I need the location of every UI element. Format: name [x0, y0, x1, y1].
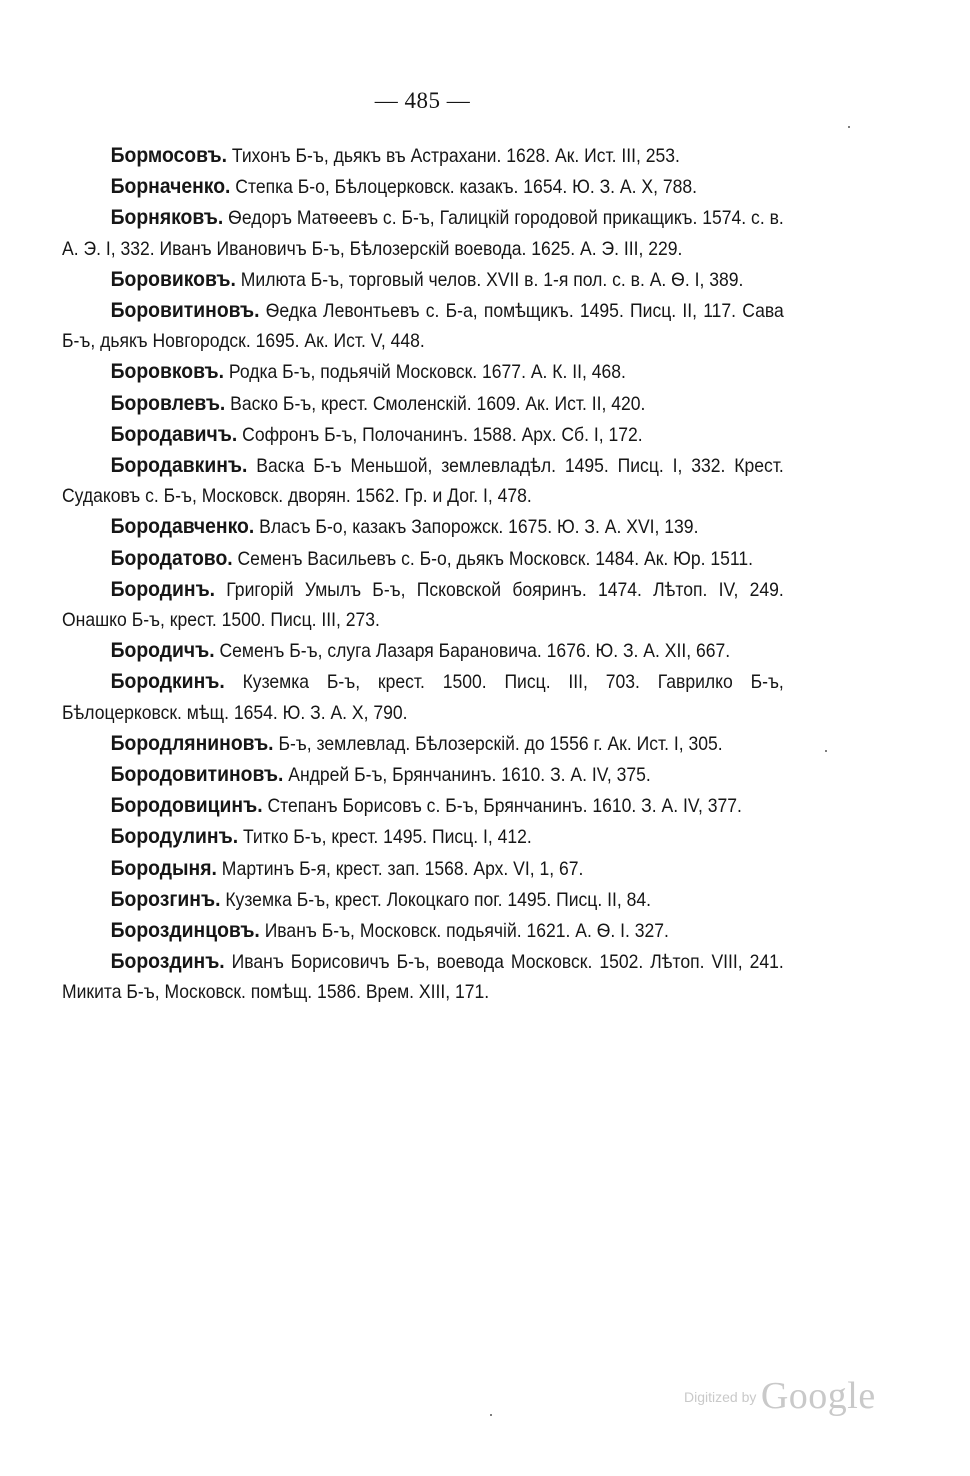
- entry-surname: Борняковъ.: [110, 205, 224, 230]
- entry: [62, 574, 784, 635]
- entry: [62, 450, 784, 511]
- entry-text: Милюта Б-ъ, торговый челов. XVII в. 1-я пол. с. в. А. Ѳ. I, 389.: [235, 268, 744, 291]
- entry-text: Титко Б-ъ, крест. 1495. Писц. I, 412.: [238, 826, 532, 849]
- entry-text: Степанъ Борисовъ с. Б-ъ, Брянчанинъ. 1610. З. А. IV, 377.: [262, 795, 742, 818]
- entry-surname: Борозгинъ.: [110, 886, 221, 911]
- entry: [62, 946, 784, 1007]
- entry-surname: Бородулинъ.: [110, 824, 239, 849]
- entry-text: Родка Б-ъ, подьячій Московск. 1677. А. К. II, 468.: [224, 361, 626, 384]
- entry-text: Семенъ Васильевъ с. Б-о, дьякъ Московск. 1484. Ак. Юр. 1511.: [232, 547, 754, 570]
- entry: [62, 171, 784, 202]
- entry-surname: Боровковъ.: [110, 359, 225, 384]
- dictionary-entries: [62, 140, 784, 1008]
- entry-text: Мартинъ Б-я, крест. зап. 1568. Арх. VI, 1, 67.: [216, 857, 584, 880]
- entry-surname: Боровитиновъ.: [110, 298, 260, 323]
- entry-surname: Боровлевъ.: [110, 390, 226, 415]
- entry: [62, 915, 784, 946]
- digitized-by-google-watermark: [684, 1374, 876, 1418]
- entry-surname: Бороздинцовъ.: [110, 918, 260, 943]
- entry: [62, 543, 784, 574]
- entry-surname: Бороздинъ.: [110, 949, 225, 974]
- entry-surname: Бородавичъ.: [110, 421, 238, 446]
- entry-surname: Бородкинъ.: [110, 669, 225, 694]
- entry-text: Тихонъ Б-ъ, дьякъ въ Астрахани. 1628. Ак. Ист. III, 253.: [226, 145, 680, 167]
- entry-text: Софронъ Б-ъ, Полочанинъ. 1588. Арх. Сб. I, 172.: [237, 423, 643, 446]
- entry: [62, 759, 784, 790]
- entry: [62, 635, 784, 666]
- entry-surname: Бородовитиновъ.: [110, 762, 284, 787]
- entry: [62, 295, 784, 356]
- entry-surname: Боровиковъ.: [110, 266, 236, 291]
- entry-surname: Бородичъ.: [110, 638, 215, 663]
- google-logo: Google: [760, 1375, 876, 1417]
- entry: [62, 419, 784, 450]
- entry: [62, 356, 784, 387]
- entry-surname: Бородинъ.: [110, 576, 216, 601]
- entry: [62, 388, 784, 419]
- entry-text: Васка Б-ъ Меньшой, землевладѣл. 1495. Писц. I, 332. Крест. Судаковъ с. Б-ъ, Московск. дворян. 1562. Гр. и Дог. I, 478.: [62, 455, 784, 508]
- entry-surname: Бородавкинъ.: [110, 453, 248, 478]
- entry: [62, 884, 784, 915]
- entry-text: Ѳедка Левонтьевъ с. Б-а, помѣщикъ. 1495. Писц. II, 117. Сава Б-ъ, дьякъ Новгородск. 1695. Ак. Ист. V, 448.: [62, 300, 784, 353]
- entry: [62, 202, 784, 263]
- entry: [62, 821, 784, 852]
- print-speck: [848, 126, 850, 128]
- entry-text: Васко Б-ъ, крест. Смоленскій. 1609. Ак. Ист. II, 420.: [225, 392, 646, 415]
- entry-text: Семенъ Б-ъ, слуга Лазаря Барановича. 1676. Ю. З. А. XII, 667.: [214, 640, 731, 663]
- entry: [62, 790, 784, 821]
- entry-text: Б-ъ, землевлад. Бѣлозерскій. до 1556 г. Ак. Ист. I, 305.: [273, 732, 723, 755]
- entry: [62, 728, 784, 759]
- print-speck: [490, 1414, 492, 1416]
- watermark-small-text: Digitized by: [684, 1389, 757, 1405]
- entry: [62, 853, 784, 884]
- entry-text: Власъ Б-о, казакъ Запорожск. 1675. Ю. З. А. XVI, 139.: [254, 516, 699, 539]
- entry-text: Григорій Умылъ Б-ъ, Псковской бояринъ. 1474. Лѣтоп. IV, 249. Онашко Б-ъ, крест. 1500. Писц. III, 273.: [62, 578, 784, 632]
- entry-surname: Бормосовъ.: [110, 143, 227, 167]
- entry-text: Иванъ Борисовичъ Б-ъ, воевода Московск. 1502. Лѣтоп. VIII, 241. Микита Б-ъ, Московск. помѣщ. 1586. Врем. XIII, 171.: [62, 951, 784, 1004]
- entry-surname: Бородатово.: [110, 545, 233, 570]
- entry-text: Степка Б-о, Бѣлоцерковск. казакъ. 1654. Ю. З. А. X, 788.: [230, 176, 698, 199]
- entry-text: Андрей Б-ъ, Брянчанинъ. 1610. З. А. IV, 375.: [283, 764, 651, 787]
- entry-surname: Борначенко.: [110, 174, 231, 199]
- entry-text: Ѳедоръ Матѳеевъ с. Б-ъ, Галицкій городовой прикащикъ. 1574. с. в. А. Э. I, 332. Иванъ Ивановичъ Б-ъ, Бѣлозерскій воевода. 1625. А. Э. III, 229.: [62, 207, 784, 260]
- entry: [62, 666, 784, 727]
- entry-text: Куземка Б-ъ, крест. Локоцкаго пог. 1495. Писц. II, 84.: [220, 888, 652, 911]
- entry: [62, 140, 784, 171]
- entry-surname: Бородавченко.: [110, 514, 255, 539]
- entry: [62, 264, 784, 295]
- entry-surname: Бородляниновъ.: [110, 730, 274, 755]
- page-number: — 485 —: [374, 88, 471, 113]
- entry-surname: Бородовицинъ.: [110, 793, 263, 818]
- entry-text: Иванъ Б-ъ, Московск. подьячій. 1621. А. Ѳ. I. 327.: [259, 920, 669, 943]
- entry-text: Куземка Б-ъ, крест. 1500. Писц. III, 703. Гаврилко Б-ъ, Бѣлоцерковск. мѣщ. 1654. Ю. З. А. X, 790.: [62, 671, 784, 724]
- entry: [62, 511, 784, 542]
- entry-surname: Бородыня.: [110, 855, 217, 880]
- print-speck: [825, 750, 827, 752]
